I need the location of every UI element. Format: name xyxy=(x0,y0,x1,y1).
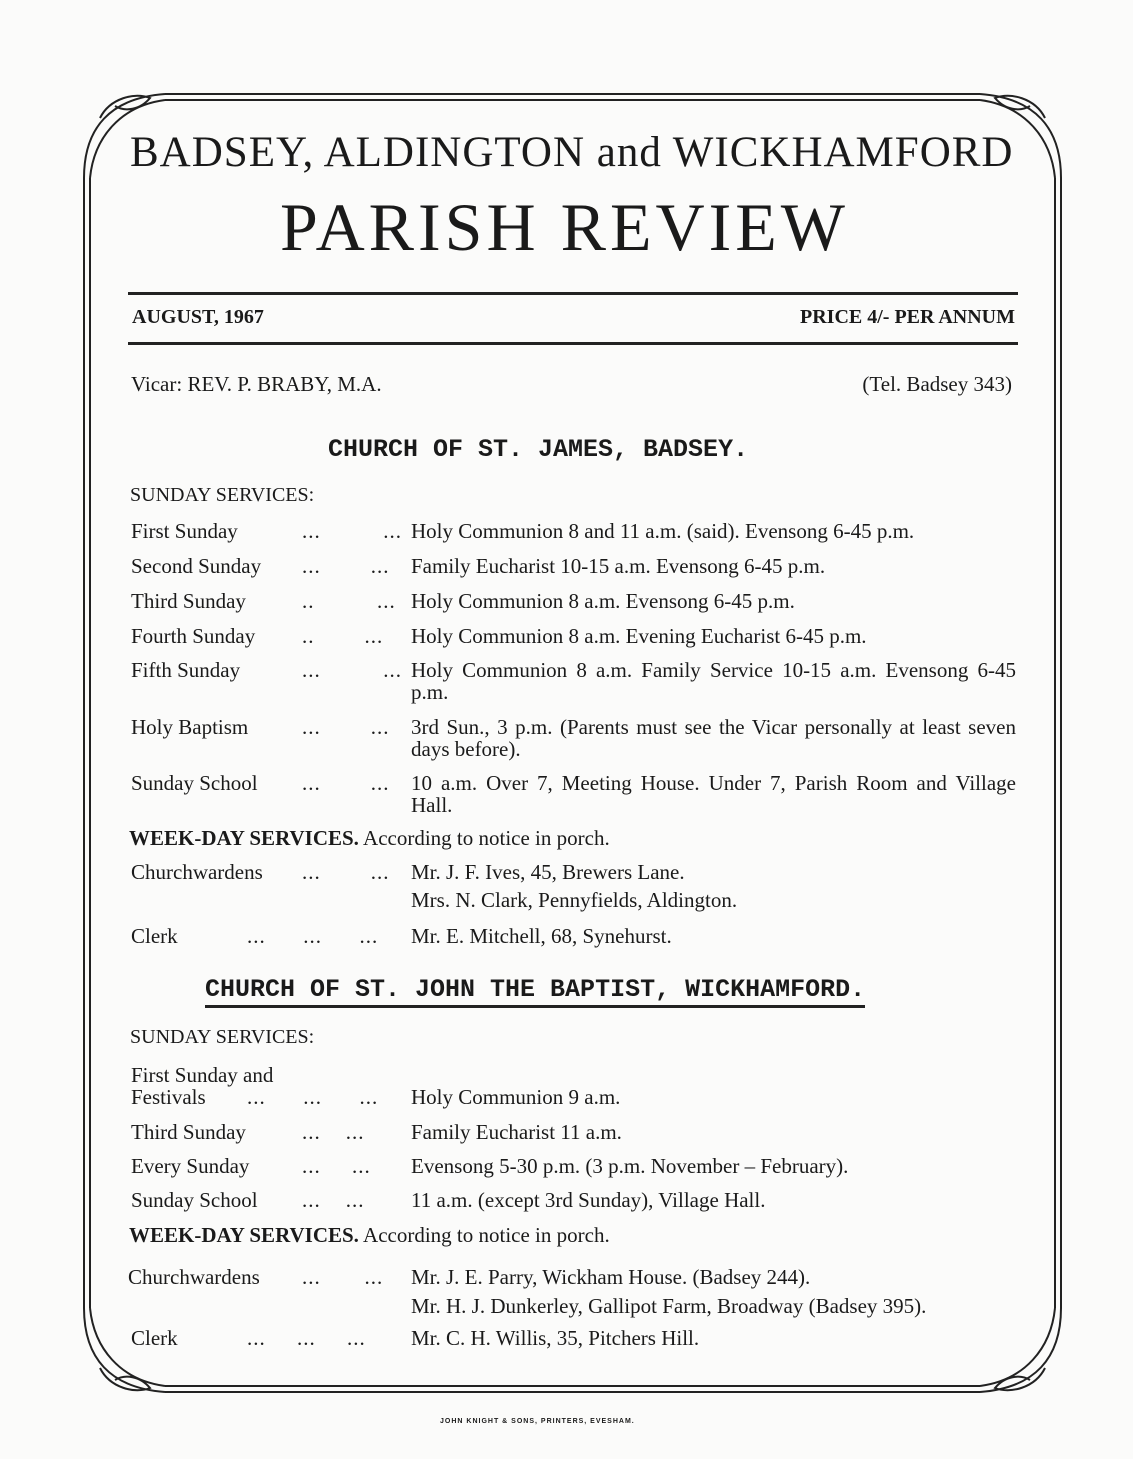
leader-dots: ... ... xyxy=(302,554,390,578)
row-label: Festivals xyxy=(131,1085,206,1109)
row-value: Mr. E. Mitchell, 68, Synehurst. xyxy=(411,924,672,948)
row-value: Mr. J. F. Ives, 45, Brewers Lane. xyxy=(411,860,685,884)
badsey-weekday-line xyxy=(129,826,610,851)
row-value: Holy Communion 8 a.m. Family Service 10-15 a.m. Evensong 6-45 p.m. xyxy=(411,658,1016,704)
leader-dots: ... ... xyxy=(302,1120,365,1144)
divider xyxy=(128,292,1018,295)
leader-dots: ... ... xyxy=(302,1265,384,1289)
row-value: Holy Communion 8 a.m. Evening Eucharist 6-45 p.m. xyxy=(411,624,867,648)
row-value: Mr. C. H. Willis, 35, Pitchers Hill. xyxy=(411,1326,700,1350)
wickhamford-weekday-line xyxy=(129,1223,610,1248)
row-label: Clerk xyxy=(131,1326,178,1350)
row-label: Fourth Sunday xyxy=(131,624,256,648)
weekday-text: According to notice in porch. xyxy=(358,1223,610,1247)
row-value: Mrs. N. Clark, Pennyfields, Aldington. xyxy=(411,888,738,912)
badsey-sunday-services-heading: SUNDAY SERVICES: xyxy=(130,484,315,506)
section-heading-wickhamford: CHURCH OF ST. JOHN THE BAPTIST, WICKHAMFORD. xyxy=(205,975,865,1008)
row-value: 11 a.m. (except 3rd Sunday), Village Hall. xyxy=(411,1188,766,1212)
row-label: Sunday School xyxy=(131,1188,258,1212)
row-value: Mr. H. J. Dunkerley, Gallipot Farm, Broadway (Badsey 395). xyxy=(411,1294,927,1318)
row-value: Holy Communion 9 a.m. xyxy=(411,1085,621,1109)
row-label: Clerk xyxy=(131,924,178,948)
leader-dots: ... ... xyxy=(302,519,402,543)
leader-dots: ... ... xyxy=(302,1188,365,1212)
leader-dots: ... ... xyxy=(302,860,390,884)
vicar-line: Vicar: REV. P. BRABY, M.A. xyxy=(131,372,382,396)
row-label: Third Sunday xyxy=(131,589,246,613)
weekday-label: WEEK-DAY SERVICES. xyxy=(129,826,359,850)
vicar-telephone: (Tel. Badsey 343) xyxy=(862,372,1012,396)
leader-dots: ... ... ... xyxy=(247,1085,379,1109)
row-label: Third Sunday xyxy=(131,1120,246,1144)
leader-dots: ... ... ... xyxy=(247,1326,366,1350)
row-label: Holy Baptism xyxy=(131,715,249,739)
weekday-label: WEEK-DAY SERVICES. xyxy=(129,1223,359,1247)
row-label: Every Sunday xyxy=(131,1154,250,1178)
leader-dots: ... ... xyxy=(302,771,390,795)
row-label: Sunday School xyxy=(131,771,258,795)
row-value: 3rd Sun., 3 p.m. (Parents must see the Vicar personally at least seven days before). xyxy=(411,715,1016,761)
row-value: 10 a.m. Over 7, Meeting House. Under 7, Parish Room and Village Hall. xyxy=(411,771,1016,817)
row-label: Churchwardens xyxy=(128,1265,260,1289)
issue-price: PRICE 4/- PER ANNUM xyxy=(800,306,1015,328)
row-label: First Sunday xyxy=(131,519,238,543)
printer-imprint: JOHN KNIGHT & SONS, PRINTERS, EVESHAM. xyxy=(440,1418,635,1425)
row-value: Holy Communion 8 a.m. Evensong 6-45 p.m. xyxy=(411,589,795,613)
weekday-text: According to notice in porch. xyxy=(358,826,610,850)
divider xyxy=(128,342,1018,345)
masthead-title-line1: BADSEY, ALDINGTON and WICKHAMFORD xyxy=(130,129,1014,176)
leader-dots: ... ... xyxy=(302,715,390,739)
row-value: Family Eucharist 10-15 a.m. Evensong 6-45 p.m. xyxy=(411,554,826,578)
row-value: Holy Communion 8 and 11 a.m. (said). Evensong 6-45 p.m. xyxy=(411,519,915,543)
row-label: Second Sunday xyxy=(131,554,262,578)
leader-dots: .. ... xyxy=(302,624,384,648)
row-value: Family Eucharist 11 a.m. xyxy=(411,1120,622,1144)
section-heading-badsey: CHURCH OF ST. JAMES, BADSEY. xyxy=(328,435,749,464)
leader-dots: ... ... xyxy=(302,658,402,682)
leader-dots: ... ... ... xyxy=(247,924,379,948)
row-value: Evensong 5-30 p.m. (3 p.m. November – February). xyxy=(411,1154,849,1178)
row-value: Mr. J. E. Parry, Wickham House. (Badsey 244). xyxy=(411,1265,811,1289)
masthead-title-line2: PARISH REVIEW xyxy=(280,189,849,265)
issue-date: AUGUST, 1967 xyxy=(132,306,264,328)
row-label: First Sunday and xyxy=(131,1063,274,1087)
row-label: Fifth Sunday xyxy=(131,658,241,682)
leader-dots: ... ... xyxy=(302,1154,371,1178)
wickhamford-sunday-services-heading: SUNDAY SERVICES: xyxy=(130,1026,315,1048)
leader-dots: .. ... xyxy=(302,589,396,613)
row-label: Churchwardens xyxy=(131,860,263,884)
